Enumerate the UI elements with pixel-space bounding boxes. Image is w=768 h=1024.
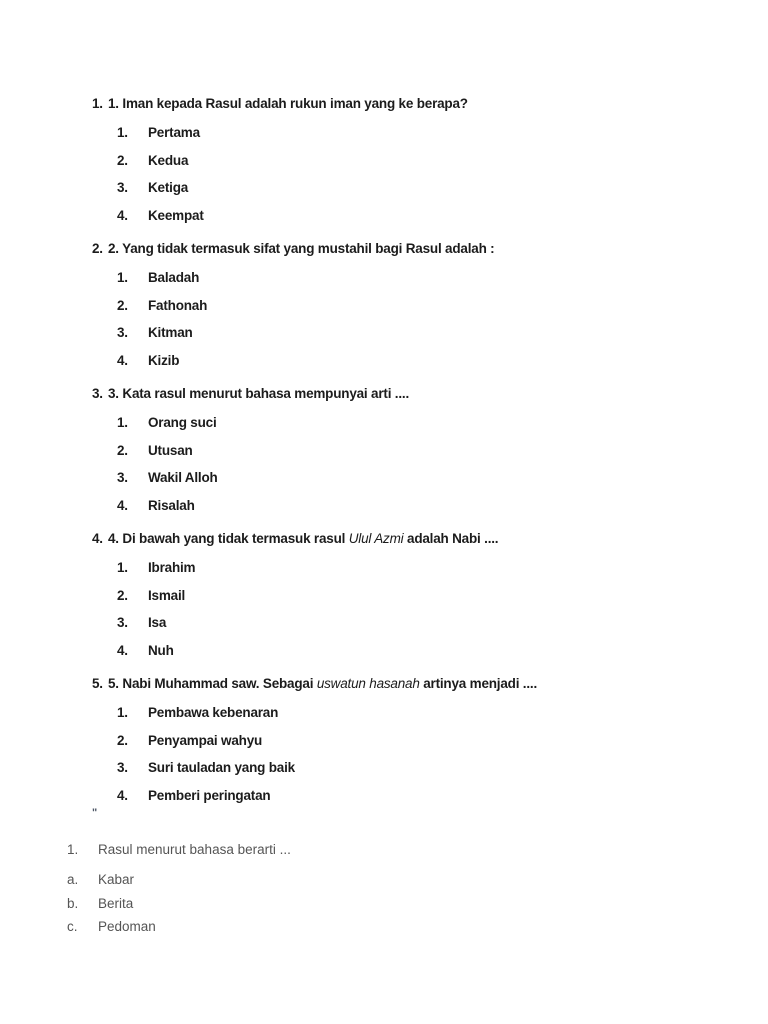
option-row (117, 787, 738, 805)
option-label: Ismail (148, 587, 186, 603)
plain-question-number: 1. (67, 842, 79, 857)
option-label: Risalah (148, 497, 195, 513)
option-row (117, 614, 738, 632)
question-heading (92, 95, 738, 113)
option-number: 2. (117, 587, 128, 603)
question-text: 1. Iman kepada Rasul adalah rukun iman yang ke berapa? (108, 96, 468, 111)
option-row (117, 704, 738, 722)
option-label: Kizib (148, 352, 180, 368)
option-label: Pembawa kebenaran (148, 705, 279, 720)
option-number: 2. (117, 732, 128, 748)
option-number: 1. (117, 270, 128, 285)
option-number: 3. (117, 325, 128, 340)
question-block (92, 530, 738, 675)
plain-option-label: Pedoman (98, 919, 156, 934)
option-number: 4. (117, 352, 128, 368)
option-number: 2. (117, 152, 128, 168)
question-heading (92, 675, 738, 693)
option-number: 3. (117, 180, 128, 195)
option-number: 2. (117, 442, 128, 458)
option-row (117, 352, 738, 370)
question-heading (92, 385, 738, 403)
option-label: Penyampai wahyu (148, 732, 263, 748)
option-number: 3. (117, 470, 128, 485)
option-label: Utusan (148, 442, 193, 458)
plain-question (67, 841, 291, 859)
plain-option-letter: b. (67, 896, 79, 911)
option-number: 1. (117, 560, 128, 575)
option-number: 3. (117, 615, 128, 630)
option-label: Ketiga (148, 180, 189, 195)
option-label: Fathonah (148, 297, 208, 313)
question-number: 1. (92, 96, 103, 111)
option-label: Ibrahim (148, 560, 196, 575)
plain-question-text: Rasul menurut bahasa berarti ... (98, 842, 291, 857)
option-label: Pertama (148, 125, 200, 140)
plain-option-letter: c. (67, 919, 78, 934)
option-row (117, 587, 738, 605)
bold-quiz-section (92, 95, 738, 820)
question-text: 2. Yang tidak termasuk sifat yang mustahil bagi Rasul adalah : (108, 241, 495, 256)
option-row (117, 207, 738, 225)
question-block (92, 240, 738, 385)
option-number: 1. (117, 415, 128, 430)
question-heading (92, 240, 738, 258)
option-number: 1. (117, 705, 128, 720)
option-label: Nuh (148, 642, 174, 658)
plain-option-letter: a. (67, 872, 79, 887)
plain-option-row (67, 895, 133, 913)
question-number: 3. (92, 386, 103, 401)
option-row (117, 759, 738, 777)
question-number: 2. (92, 241, 103, 256)
question-heading (92, 530, 738, 548)
option-row (117, 732, 738, 750)
question-number: 4. (92, 531, 103, 546)
plain-option-label: Kabar (98, 872, 135, 887)
option-number: 2. (117, 297, 128, 313)
option-label: Suri tauladan yang baik (148, 760, 295, 775)
option-row (117, 297, 738, 315)
question-number: 5. (92, 676, 103, 691)
question-text: 5. Nabi Muhammad saw. Sebagai uswatun hasanah artinya menjadi .... (108, 676, 538, 691)
option-number: 4. (117, 497, 128, 513)
option-label: Pemberi peringatan (148, 787, 271, 803)
option-number: 4. (117, 642, 128, 658)
option-row (117, 469, 738, 487)
question-block (92, 385, 738, 530)
question-block (92, 675, 738, 820)
option-label: Keempat (148, 207, 204, 223)
option-row (117, 642, 738, 660)
option-label: Kitman (148, 325, 193, 340)
option-row (117, 324, 738, 342)
option-row (117, 152, 738, 170)
option-label: Orang suci (148, 415, 217, 430)
option-label: Kedua (148, 152, 189, 168)
question-block (92, 95, 738, 240)
option-label: Baladah (148, 270, 200, 285)
plain-option-label: Berita (98, 896, 134, 911)
option-number: 4. (117, 207, 128, 223)
option-row (117, 269, 738, 287)
plain-option-row (67, 918, 156, 936)
question-text: 3. Kata rasul menurut bahasa mempunyai arti .... (108, 386, 409, 401)
closing-quote-mark: " (92, 807, 98, 819)
plain-option-row (67, 871, 134, 889)
option-label: Wakil Alloh (148, 470, 218, 485)
option-number: 3. (117, 760, 128, 775)
option-row (117, 442, 738, 460)
option-number: 4. (117, 787, 128, 803)
option-row (117, 124, 738, 142)
option-row (117, 414, 738, 432)
option-row (117, 179, 738, 197)
option-row (117, 559, 738, 577)
option-number: 1. (117, 125, 128, 140)
option-row (117, 497, 738, 515)
question-text: 4. Di bawah yang tidak termasuk rasul Ulul Azmi adalah Nabi .... (108, 531, 499, 546)
option-label: Isa (148, 615, 167, 630)
